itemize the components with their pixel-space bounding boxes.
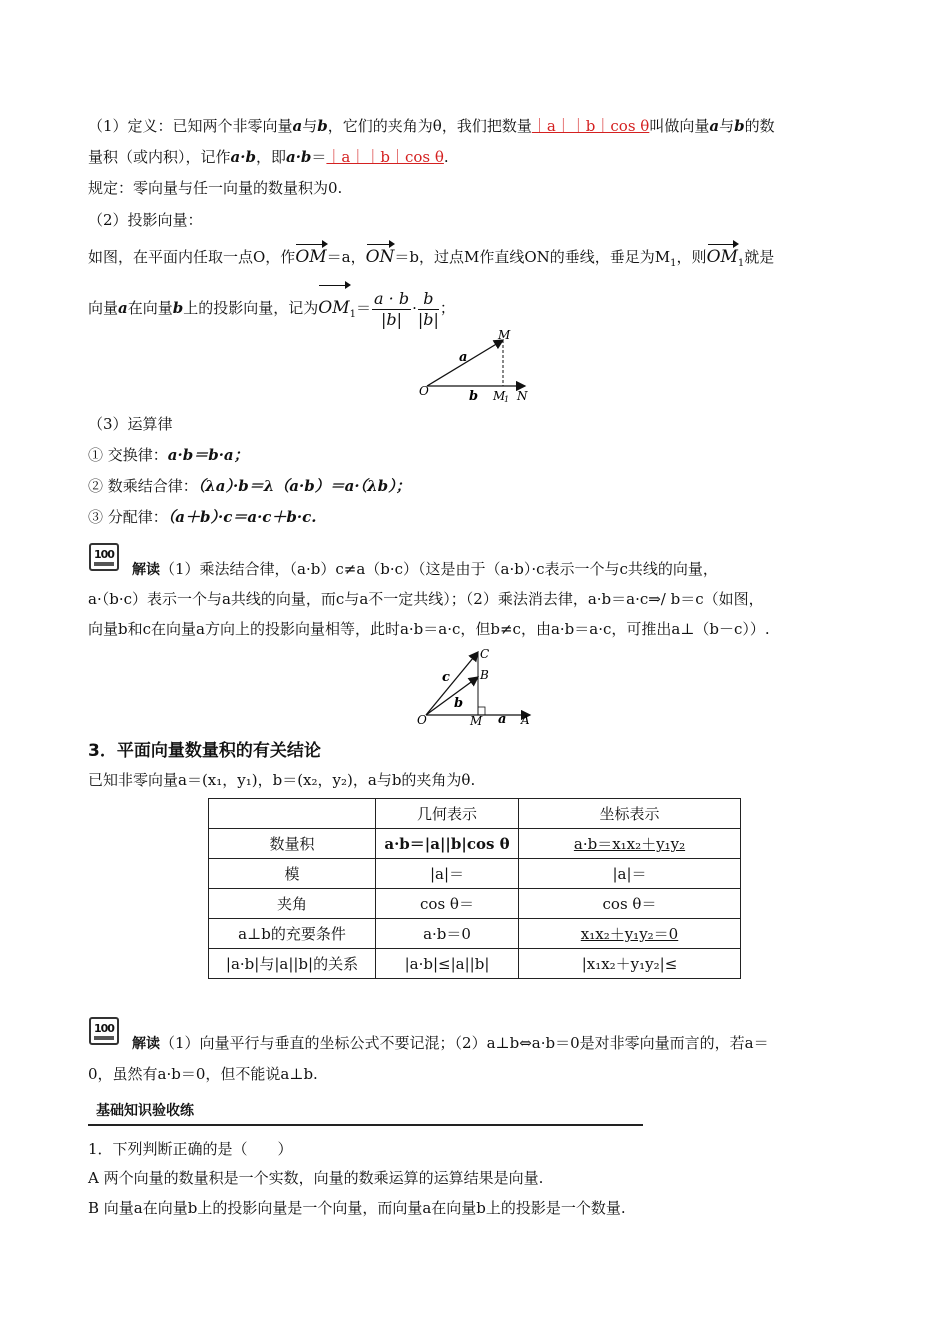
cancellation-figure (412, 644, 538, 728)
projection-fraction-1: $\frac{a \cdot b}{|b|}$ (374, 288, 410, 329)
vector-om1: OM (707, 241, 738, 269)
law-commutative: ① 交换律：a·b＝b·a； (88, 446, 249, 464)
fig2-label-b: b (454, 696, 464, 711)
note2-line-2: 0，虽然有a·b＝0，但不能说a⊥b. (88, 1065, 318, 1083)
option-a: A 两个向量的数量积是一个实数，向量的数乘运算的运算结果是向量. (88, 1169, 544, 1187)
vector-om: OM (295, 241, 326, 269)
table-row: |a·b|与|a||b|的关系 |a·b|≤|a||b| |x₁x₂＋y₁y₂|≤ (209, 949, 741, 979)
conclusion-table (208, 798, 741, 979)
projection-fraction-2: $\frac{b}{|b|}$ (417, 288, 439, 329)
note1-line-3: 向量b和c在向量a方向上的投影向量相等，此时a·b＝a·c，但b≠c，由a·b＝a·c，可推出a⊥（b－c））. (88, 620, 770, 638)
laws-title: （3）运算律 (88, 415, 173, 433)
definition-line-2: 量积（或内积），记作a·b，即a·b＝｜a｜｜b｜cos θ. (88, 148, 449, 166)
table-row: 数量积 a·b＝|a||b|cos θ a·b＝x₁x₂＋y₁y₂ (209, 829, 741, 859)
note-badge-icon: 100 (89, 543, 119, 571)
projection-figure (415, 328, 535, 404)
fig1-label-b: b (469, 389, 479, 404)
note-badge-icon: 100 (89, 1017, 119, 1045)
fig2-label-O: O (417, 713, 427, 727)
vector-on: ON (366, 241, 395, 269)
fig2-label-B: B (480, 668, 489, 682)
law-distributive: ③ 分配律：（a＋b）·c＝a·c＋b·c. (88, 508, 317, 526)
fig1-label-M1: M (493, 389, 506, 403)
fig2-label-c: c (442, 670, 450, 685)
fig2-label-A: A (521, 713, 530, 727)
note2-line-1: 解读（1）向量平行与垂直的坐标公式不要记混；（2）a⊥b⇔a·b＝0是对非零向量而言的，若a＝ (132, 1034, 769, 1052)
dot-product-formula-answer: ｜a｜｜b｜cos θ (531, 117, 650, 135)
option-b: B 向量a在向量b上的投影向量是一个向量，而向量a在向量b上的投影是一个数量. (88, 1199, 626, 1217)
table-header-row: 几何表示 坐标表示 (209, 799, 741, 829)
projection-title: （2）投影向量： (88, 211, 203, 229)
svg-text:1: 1 (504, 395, 510, 404)
practice-section-bar: 基础知识验收练 (88, 1094, 643, 1126)
projection-line-1: 如图，在平面内任取一点O，作OM＝a，ON＝b，过点M作直线ON的垂线，垂足为$M_1$，则$OM_1$就是 (88, 241, 864, 276)
fig1-label-O: O (419, 384, 429, 398)
projection-line-2: 向量a在向量b上的投影向量，记为$OM_1=$ $\frac{a \cdot b}{|b|}$ · $\frac{b}{|b|}$ ； (88, 282, 864, 337)
law-scalar-associative: ② 数乘结合律：（λa）·b＝λ（a·b）＝a·（λb）； (88, 477, 411, 495)
section4-intro: 已知非零向量a＝(x₁，y₁)，b＝(x₂，y₂)，a与b的夹角为θ. (88, 771, 476, 789)
section-heading: 3．平面向量数量积的有关结论 (88, 741, 321, 761)
fig2-label-a: a (498, 712, 507, 727)
fig2-label-M: M (470, 714, 483, 728)
table-row: 模 |a|＝ |a|＝ (209, 859, 741, 889)
fig1-label-a: a (459, 350, 468, 365)
fig2-label-C: C (480, 647, 490, 661)
table-row: 夹角 cos θ＝ cos θ＝ (209, 889, 741, 919)
question-1: 1．下列判断正确的是（ ） (88, 1140, 293, 1158)
dot-product-formula-answer-2: ｜a｜｜b｜cos θ (326, 148, 444, 166)
table-row: a⊥b的充要条件 a·b＝0 x₁x₂＋y₁y₂＝0 (209, 919, 741, 949)
definition-line-1: （1）定义：已知两个非零向量a与b，它们的夹角为θ，我们把数量｜a｜｜b｜cos θ叫做向量a与b的数 (88, 117, 775, 135)
fig1-label-N: N (517, 389, 528, 403)
rule-line: 规定：零向量与任一向量的数量积为0. (88, 179, 343, 197)
fig1-label-M: M (498, 328, 511, 342)
note1-line-2: a·（b·c）表示一个与a共线的向量，而c与a不一定共线）；（2）乘法消去律，a·b＝a·c⇒/ b＝c（如图， (88, 590, 764, 608)
note1-line-1: 解读（1）乘法结合律，（a·b）c≠a（b·c）（这是由于（a·b）·c表示一个与c共线的向量， (132, 560, 718, 578)
